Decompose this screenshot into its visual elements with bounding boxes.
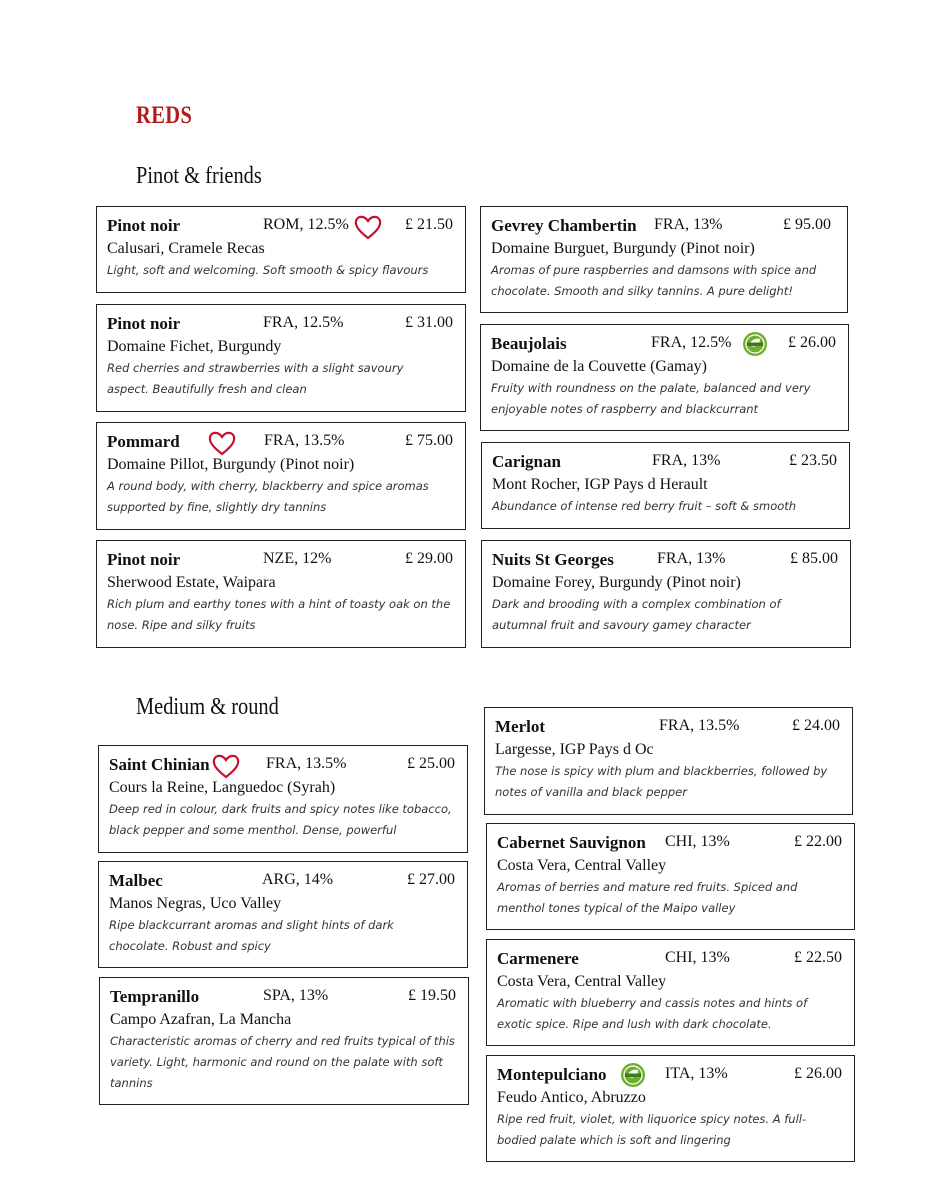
wine-price: £ 22.50 [794, 949, 842, 966]
wine-producer: Campo Azafran, La Mancha [110, 1011, 292, 1028]
wine-price: £ 31.00 [405, 314, 453, 331]
wine-card [96, 206, 466, 293]
wine-name: Nuits St Georges [492, 550, 614, 569]
wine-name: Malbec [109, 871, 163, 890]
wine-producer: Largesse, IGP Pays d Oc [495, 741, 654, 758]
wine-origin: CHI, 13% [665, 949, 730, 966]
section-heading: Pinot & friends [136, 163, 262, 189]
wine-name: Cabernet Sauvignon [497, 833, 646, 852]
wine-name: Beaujolais [491, 334, 567, 353]
wine-producer: Mont Rocher, IGP Pays d Herault [492, 476, 708, 493]
wine-name: Carmenere [497, 949, 579, 968]
wine-producer: Feudo Antico, Abruzzo [497, 1089, 646, 1106]
heart-icon [207, 429, 237, 457]
wine-name: Montepulciano [497, 1065, 607, 1084]
wine-origin: ITA, 13% [665, 1065, 728, 1082]
wine-description: Dark and brooding with a complex combination of autumnal fruit and savoury gamey character [492, 597, 781, 632]
wine-name: Pinot noir [107, 550, 181, 569]
wine-origin: FRA, 13% [654, 216, 723, 233]
wine-description: Ripe blackcurrant aromas and slight hints of dark chocolate. Robust and spicy [109, 918, 394, 953]
heart-icon [353, 213, 383, 241]
wine-description: Aromas of berries and mature red fruits. Spiced and menthol tones typical of the Maipo valley [497, 880, 798, 915]
wine-card [98, 745, 468, 853]
wine-description: Abundance of intense red berry fruit – soft & smooth [492, 499, 797, 513]
wine-origin: FRA, 13.5% [264, 432, 345, 449]
wine-producer: Domaine Fichet, Burgundy [107, 338, 282, 355]
wine-price: £ 29.00 [405, 550, 453, 567]
heart-icon [211, 752, 241, 780]
wine-card [481, 442, 850, 529]
wine-card [481, 540, 851, 648]
wine-name: Gevrey Chambertin [491, 216, 637, 235]
wine-price: £ 27.00 [407, 871, 455, 888]
wine-card [480, 324, 849, 431]
wine-name: Tempranillo [110, 987, 200, 1006]
wine-origin: SPA, 13% [263, 987, 329, 1004]
wine-producer: Costa Vera, Central Valley [497, 973, 667, 990]
wine-price: £ 25.00 [407, 755, 455, 772]
wine-origin: CHI, 13% [665, 833, 730, 850]
wine-origin: ARG, 14% [262, 871, 334, 888]
wine-origin: FRA, 12.5% [263, 314, 344, 331]
wine-card [96, 540, 466, 648]
wine-card [98, 861, 468, 968]
wine-description: Aromas of pure raspberries and damsons with spice and chocolate. Smooth and silky tannins. A pure delight! [491, 263, 817, 298]
wine-card [99, 977, 469, 1105]
wine-origin: FRA, 13% [652, 452, 721, 469]
wine-name: Pinot noir [107, 314, 181, 333]
wine-description: Light, soft and welcoming. Soft smooth & spicy flavours [107, 263, 429, 277]
wine-producer: Costa Vera, Central Valley [497, 857, 667, 874]
wine-price: £ 26.00 [794, 1065, 842, 1082]
wine-origin: NZE, 12% [263, 550, 332, 567]
wine-price: £ 85.00 [790, 550, 838, 567]
wine-card [484, 707, 853, 815]
wine-producer: Domaine de la Couvette (Gamay) [491, 358, 707, 375]
wine-origin: FRA, 13% [657, 550, 726, 567]
vegan-badge-icon [742, 331, 768, 357]
wine-description: Aromatic with blueberry and cassis notes and hints of exotic spice. Ripe and lush with dark chocolate. [497, 996, 808, 1031]
wine-description: Characteristic aromas of cherry and red fruits typical of this variety. Light, harmonic and round on the palate with soft tannins [110, 1034, 455, 1090]
wine-price: £ 19.50 [408, 987, 456, 1004]
wine-origin: FRA, 13.5% [659, 717, 740, 734]
wine-price: £ 26.00 [788, 334, 836, 351]
wine-producer: Sherwood Estate, Waipara [107, 574, 276, 591]
wine-card [486, 1055, 855, 1162]
wine-name: Pinot noir [107, 216, 181, 235]
wine-price: £ 75.00 [405, 432, 453, 449]
wine-name: Pommard [107, 432, 180, 451]
wine-name: Merlot [495, 717, 546, 736]
wine-price: £ 21.50 [405, 216, 453, 233]
wine-producer: Manos Negras, Uco Valley [109, 895, 282, 912]
wine-description: Fruity with roundness on the palate, balanced and very enjoyable notes of raspberry and blackcurrant [491, 381, 811, 416]
wine-producer: Domaine Pillot, Burgundy (Pinot noir) [107, 456, 355, 473]
wine-description: Ripe red fruit, violet, with liquorice spicy notes. A full-bodied palate which is soft and lingering [497, 1112, 807, 1147]
wine-card [480, 206, 848, 313]
wine-description: A round body, with cherry, blackberry and spice aromas supported by fine, slightly dry tannins [107, 479, 429, 514]
wine-name: Carignan [492, 452, 561, 471]
wine-price: £ 24.00 [792, 717, 840, 734]
wine-origin: FRA, 12.5% [651, 334, 732, 351]
wine-price: £ 22.00 [794, 833, 842, 850]
wine-producer: Calusari, Cramele Recas [107, 240, 265, 257]
wine-description: Red cherries and strawberries with a slight savoury aspect. Beautifully fresh and clean [107, 361, 404, 396]
wine-name: Saint Chinian [109, 755, 210, 774]
wine-price: £ 95.00 [783, 216, 831, 233]
wine-producer: Domaine Burguet, Burgundy (Pinot noir) [491, 240, 755, 257]
wine-producer: Domaine Forey, Burgundy (Pinot noir) [492, 574, 741, 591]
wine-price: £ 23.50 [789, 452, 837, 469]
section-heading: Medium & round [136, 694, 279, 720]
wine-description: Rich plum and earthy tones with a hint of toasty oak on the nose. Ripe and silky fruits [107, 597, 451, 632]
page-title: REDS [136, 102, 193, 129]
wine-card [96, 422, 466, 530]
wine-description: Deep red in colour, dark fruits and spicy notes like tobacco, black pepper and some menthol. Dense, powerful [109, 802, 452, 837]
wine-card [486, 823, 855, 930]
wine-card [96, 304, 466, 412]
vegan-badge-icon [620, 1062, 646, 1088]
wine-card [486, 939, 855, 1046]
wine-producer: Cours la Reine, Languedoc (Syrah) [109, 779, 336, 796]
wine-origin: FRA, 13.5% [266, 755, 347, 772]
wine-origin: ROM, 12.5% [263, 216, 349, 233]
wine-description: The nose is spicy with plum and blackberries, followed by notes of vanilla and black pepper [495, 764, 828, 799]
